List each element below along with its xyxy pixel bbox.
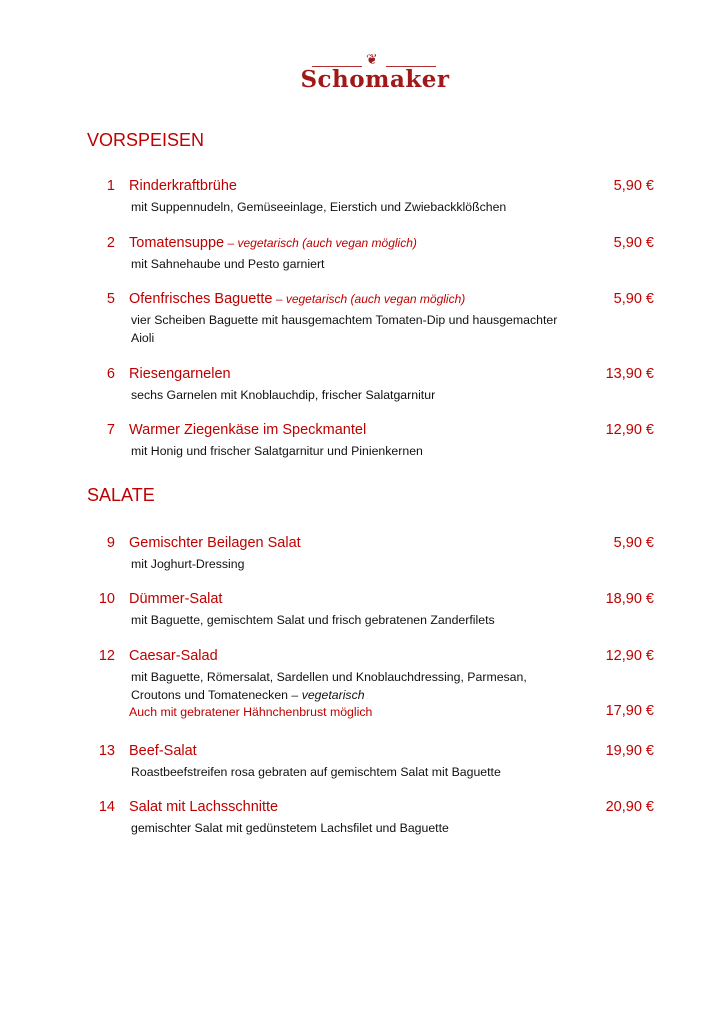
item-name (129, 743, 197, 759)
description-text: mit Baguette, gemischtem Salat und frisch gebratenen Zanderfilets (131, 613, 495, 627)
item-title: Rinderkraftbrühe (129, 178, 237, 194)
description-text: sechs Garnelen mit Knoblauchdip, frischer Salatgarnitur (131, 388, 436, 402)
description-text: mit Joghurt-Dressing (131, 557, 245, 571)
section-title-salate: SALATE (87, 485, 155, 505)
item-title: Warmer Ziegenkäse im Speckmantel (129, 422, 367, 438)
item-price: 19,90 € (605, 743, 654, 759)
item-price: 5,90 € (613, 291, 654, 307)
item-price: 12,90 € (605, 422, 654, 438)
item-name (129, 422, 366, 438)
item-number: 13 (98, 743, 115, 759)
item-description (131, 763, 571, 781)
item-name (129, 535, 301, 551)
description-text: mit Honig und frischer Salatgarnitur und Pinienkernen (131, 444, 423, 458)
item-note: – vegetarisch (auch vegan möglich) (224, 236, 417, 250)
item-description (131, 442, 571, 460)
item-number: 9 (106, 535, 115, 551)
schomaker-logo (300, 52, 450, 97)
item-name (129, 235, 417, 251)
item-price: 5,90 € (613, 178, 654, 194)
section-title-vorspeisen: VORSPEISEN (87, 130, 205, 150)
item-name (129, 366, 231, 382)
item-price: 13,90 € (605, 366, 654, 382)
item-number: 7 (106, 422, 115, 438)
item-title: Caesar-Salad (129, 648, 218, 664)
description-text: mit Baguette, Römersalat, Sardellen und Knoblauchdressing, Parmesan, Croutons und Tomatenecken (131, 670, 527, 702)
item-description (131, 255, 571, 273)
item-note: – vegetarisch (auch vegan möglich) (272, 292, 466, 306)
item-description (131, 386, 571, 404)
description-note: – vegetarisch (288, 688, 365, 702)
item-title: Beef-Salat (129, 743, 197, 759)
item-description (131, 668, 571, 704)
item-number: 6 (106, 366, 115, 382)
item-number: 12 (98, 648, 115, 664)
item-name (129, 591, 222, 607)
item-price: 5,90 € (613, 235, 654, 251)
logo-text: Schomaker (300, 66, 450, 93)
item-name (129, 178, 237, 194)
item-number: 2 (106, 235, 115, 251)
item-description (131, 611, 571, 629)
item-title: Ofenfrisches Baguette (129, 291, 273, 307)
item-number: 5 (106, 291, 115, 307)
rooster-icon: ❦ (366, 51, 378, 67)
item-name (129, 291, 465, 307)
item-description (131, 819, 571, 837)
item-title: Dümmer-Salat (129, 591, 223, 607)
description-text: Roastbeefstreifen rosa gebraten auf gemischtem Salat mit Baguette (131, 765, 501, 779)
description-text: gemischter Salat mit gedünstetem Lachsfilet und Baguette (131, 821, 449, 835)
item-name (129, 799, 278, 815)
item-extra-price: 17,90 € (605, 703, 654, 719)
description-text: mit Suppennudeln, Gemüseeinlage, Eierstich und Zwiebackklößchen (131, 200, 507, 214)
item-price: 20,90 € (605, 799, 654, 815)
item-title: Riesengarnelen (129, 366, 231, 382)
item-title: Salat mit Lachsschnitte (129, 799, 279, 815)
item-name (129, 648, 218, 664)
item-price: 18,90 € (605, 591, 654, 607)
item-number: 10 (98, 591, 115, 607)
item-description (131, 555, 571, 573)
item-price: 5,90 € (613, 535, 654, 551)
item-number: 1 (106, 178, 115, 194)
item-title: Tomatensuppe (129, 235, 225, 251)
item-price: 12,90 € (605, 648, 654, 664)
item-description (131, 198, 571, 216)
item-description (131, 311, 571, 347)
description-text: mit Sahnehaube und Pesto garniert (131, 257, 325, 271)
item-extra: Auch mit gebratener Hähnchenbrust möglich (129, 705, 373, 719)
item-title: Gemischter Beilagen Salat (129, 535, 301, 551)
item-number: 14 (98, 799, 115, 815)
description-text: vier Scheiben Baguette mit hausgemachtem Tomaten-Dip und hausgemachter Aioli (131, 313, 558, 345)
